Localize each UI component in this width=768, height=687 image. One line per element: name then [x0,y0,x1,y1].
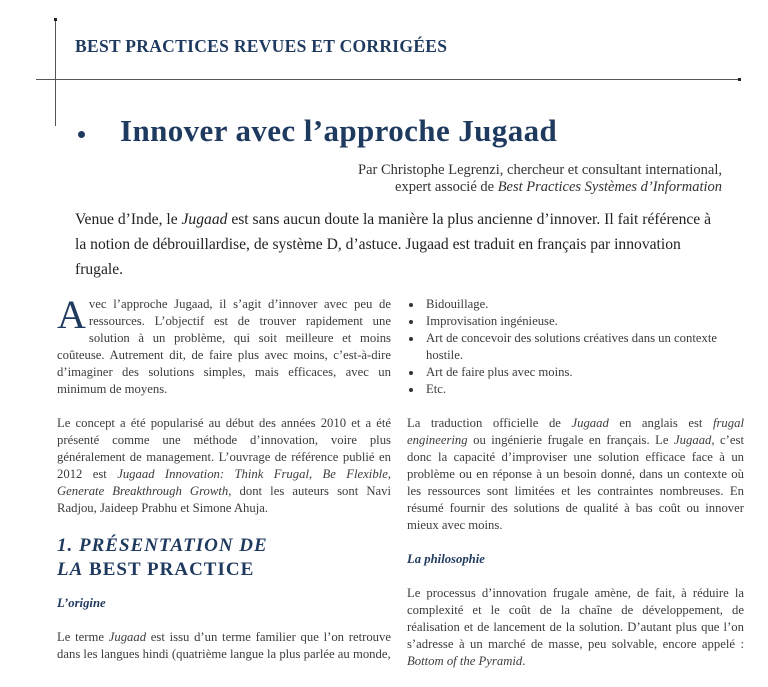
paragraph [57,629,391,663]
bullet-list [407,296,744,398]
list-item: Art de faire plus avec moins. [426,364,744,381]
byline-prefix: expert associé de [395,179,498,195]
subheading: La philosophie [407,552,485,566]
emphasis: Jugaad [674,433,712,447]
section-heading-line-1: 1. PRÉSENTATION DE [57,535,268,556]
vertical-rule [55,19,56,126]
title-bullet-icon [78,131,85,138]
paragraph-text: La traduction officielle de [407,416,572,430]
section-heading-rest: BEST PRACTICE [83,559,255,580]
lede-text: est sans aucun doute la manière la plus ancienne d’innover. Il fait référence à la notion de débrouillardise, de système D, d’astuce. Jugaad est traduit en français par innovation frugale. [75,211,712,278]
separator: , [387,467,391,481]
paragraph [407,585,744,670]
byline [358,162,722,196]
horizontal-rule [36,79,740,80]
book-title: Generate Breakthrough Growth [57,484,229,498]
section-heading [57,534,391,582]
paragraph-text: en anglais est [608,416,713,430]
rule-dot [738,78,741,81]
list-item: Etc. [426,381,744,398]
byline-line-1: Par Christophe Legrenzi, chercheur et consultant international, [358,162,722,178]
section-heading-la: LA [57,559,84,580]
paragraph-text: Le concept a été popularisé au début des années 2010 et a été présenté comme une méthode d’innovation, voire plus généralement de management. L’ouvrage de référence publié en 2012 est [57,416,391,481]
paragraph-text: ou ingénierie frugale en français. Le [467,433,675,447]
emphasis: Jugaad [108,630,147,644]
paragraph [407,415,744,534]
paragraph-text: est issu d’un terme familier que l’on retrouve dans les langues hindi (quatrième langue la plus parlée au monde, [57,630,391,661]
emphasis: Bottom of the Pyramid [407,654,523,668]
emphasis: frugal engineering [407,416,744,447]
drop-cap: A [57,292,86,337]
lede-paragraph [75,207,725,282]
separator: , [308,467,323,481]
left-column [57,292,392,680]
paragraph-text: Le processus d’innovation frugale amène, de fait, à réduire la complexité et le coût de la chaîne de développement, de réalisation et de lancement de la solution. D’autant plus que l’on s’adresse à un marché de masse, peu solvable, encore appelé : [407,586,744,651]
paragraph [57,415,391,517]
list-item: Improvisation ingénieuse. [426,313,744,330]
paragraph-text: , dont les auteurs sont Navi Radjou, Jaideep Prabhu et Simone Ahuja. [57,484,392,515]
right-column [407,296,744,687]
intro-paragraph [57,292,391,398]
running-head: BEST PRACTICES REVUES ET CORRIGÉES [75,36,448,56]
lede-emphasis: Jugaad [181,211,228,228]
paragraph-text: Le terme [57,630,109,644]
article-title: Innover avec l’approche Jugaad [120,113,558,148]
list-item: Art de concevoir des solutions créatives dans un contexte hostile. [426,330,744,364]
rule-dot [54,18,57,21]
paragraph-text: , c’est donc la capacité d’improviser une solution efficace face à un problème ou en réponse à un besoin donné, dans un contexte où les ressources sont limitées et les contraintes nombreuses. En résumé fournir des solutions de qualité à bas coût ou innover mieux avec moins. [407,433,744,532]
lede-text: Venue d’Inde, le [75,211,182,228]
list-item: Bidouillage. [426,296,744,313]
byline-line-2 [358,179,722,196]
paragraph-text: . [522,654,526,668]
book-title: Jugaad Innovation: Think Frugal [117,467,309,481]
book-title: Be Flexible [322,467,388,481]
subheading: L’origine [57,596,106,610]
byline-org: Best Practices Systèmes d’Information [497,179,722,195]
emphasis: Jugaad [571,416,609,430]
paragraph-text: vec l’approche Jugaad, il s’agit d’innover avec peu de ressources. L’objectif est de trouver rapidement une solution à un problème, qui soit meilleure et moins coûteuse. Autrement dit, de faire plus avec moins, c’est-à-dire d’imaginer des solutions simples, mais efficaces, avec un minimum de moyens. [57,297,391,396]
